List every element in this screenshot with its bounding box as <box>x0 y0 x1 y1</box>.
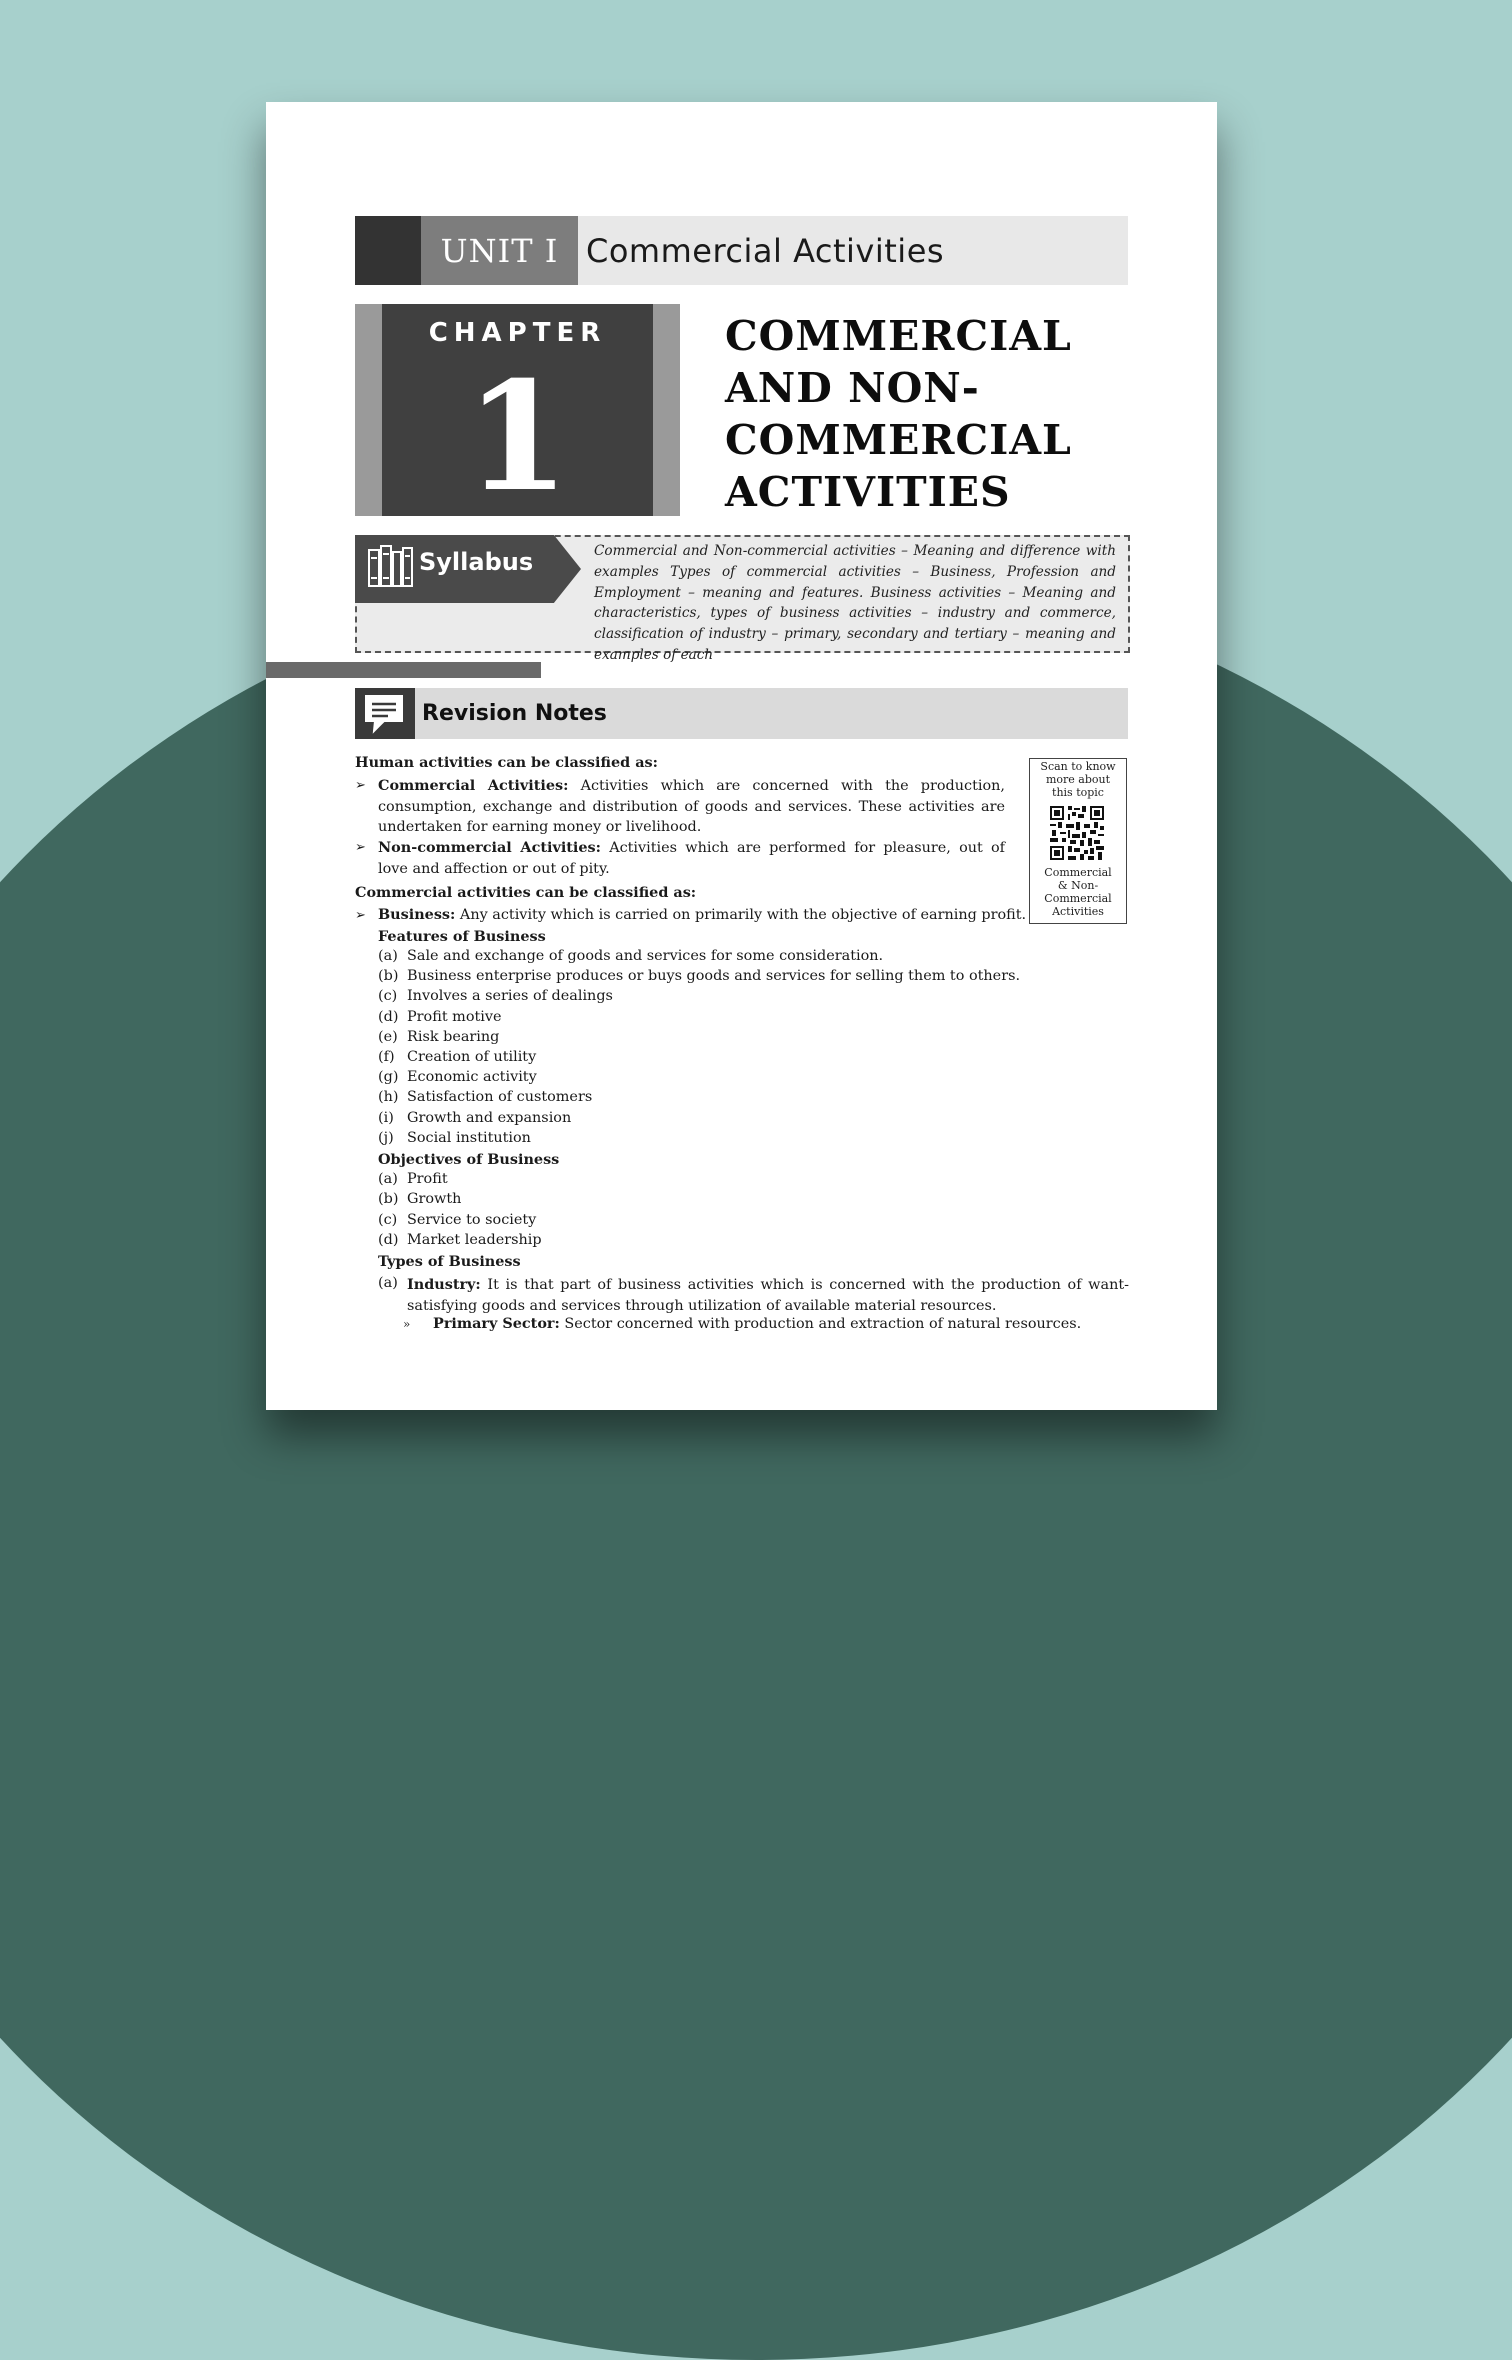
bullet-icon: ➢ <box>355 840 366 855</box>
industry-item <box>407 1275 1129 1316</box>
chapter-title-line: ACTIVITIES <box>725 468 1011 516</box>
qr-code-box[interactable] <box>1029 758 1127 924</box>
list-marker: (a) <box>378 948 398 964</box>
list-marker: (i) <box>378 1109 394 1126</box>
list-item: Sale and exchange of goods and services for some consideration. <box>407 948 884 964</box>
list-marker: (b) <box>378 1191 399 1208</box>
book-page <box>266 102 1217 1410</box>
chapter-number: 1 <box>465 349 570 525</box>
chapter-title <box>725 310 1105 518</box>
list-item: Market leadership <box>407 1231 542 1248</box>
unit-title: Commercial Activities <box>586 231 945 270</box>
list-marker: (h) <box>378 1089 399 1106</box>
chapter-title-line: AND NON- <box>725 364 980 412</box>
list-item: Business enterprise produces or buys goods and services for selling them to others. <box>407 968 1021 985</box>
definition: Sector concerned with production and extraction of natural resources. <box>564 1316 1082 1332</box>
list-marker: (a) <box>378 1275 398 1291</box>
unit-banner-block <box>355 216 421 285</box>
list-marker: (b) <box>378 968 399 985</box>
qr-caption-line: this topic <box>1052 786 1104 799</box>
list-marker: (f) <box>378 1049 395 1065</box>
features-heading: Features of Business <box>378 928 546 945</box>
chapter-title-line: COMMERCIAL <box>725 416 1072 464</box>
list-marker: (e) <box>378 1028 398 1045</box>
qr-caption-line: Activities <box>1052 905 1104 918</box>
qr-caption-line: & Non- <box>1057 879 1099 892</box>
list-marker: (d) <box>378 1008 399 1025</box>
types-heading: Types of Business <box>378 1253 521 1270</box>
syllabus-text: Commercial and Non-commercial activities – Meaning and difference with examples Types of commercial activities – Business, Profession and Employment – meaning and features. Business activities – Meaning and characteristics, types of business activities – industry and commerce, classification of industry – primary, secondary and tertiary – meaning and examples of each <box>594 543 1116 663</box>
definition: Activities which are concerned with the production, consumption, exchange and distribution of goods and services. These activities are undertaken for earning money or livelihood. <box>378 778 1005 835</box>
sub-bullet-icon: » <box>403 1317 411 1331</box>
revision-notes-title: Revision Notes <box>422 701 607 726</box>
intro-human-activities: Human activities can be classified as: <box>355 754 658 771</box>
qr-caption-line: more about <box>1045 773 1111 786</box>
intro-commercial-activities: Commercial activities can be classified as: <box>355 884 697 901</box>
qr-caption-bottom <box>1032 866 1124 918</box>
list-item: Social institution <box>407 1129 531 1146</box>
list-marker: (c) <box>378 988 398 1005</box>
list-item: Involves a series of dealings <box>407 988 613 1005</box>
list-item: Satisfaction of customers <box>407 1089 593 1106</box>
qr-caption-line: Commercial <box>1044 866 1112 879</box>
list-item: Service to society <box>407 1211 537 1228</box>
list-marker: (a) <box>378 1171 398 1187</box>
business-item <box>378 906 1026 923</box>
list-marker: (j) <box>378 1129 394 1146</box>
list-item: Profit <box>407 1171 448 1187</box>
list-item: Growth and expansion <box>407 1109 572 1126</box>
term: Industry: <box>407 1276 481 1293</box>
primary-sector-item <box>433 1315 1081 1332</box>
term: Business: <box>378 906 456 923</box>
objectives-heading: Objectives of Business <box>378 1151 560 1168</box>
chapter-title-line: COMMERCIAL <box>725 312 1072 360</box>
qr-code-icon[interactable] <box>1050 806 1104 860</box>
syllabus-label: Syllabus <box>419 548 534 576</box>
bullet-icon: ➢ <box>355 778 366 793</box>
list-item: Profit motive <box>407 1008 502 1025</box>
list-item: Economic activity <box>407 1069 537 1086</box>
list-item: Creation of utility <box>407 1049 537 1065</box>
commercial-activities-item <box>378 776 1005 838</box>
list-marker: (d) <box>378 1231 399 1248</box>
term: Primary Sector: <box>433 1315 560 1332</box>
chapter-panel <box>382 304 653 525</box>
books-icon <box>367 544 415 588</box>
list-marker: (c) <box>378 1211 398 1228</box>
list-marker: (g) <box>378 1069 399 1086</box>
definition: Activities which are performed for pleasure, out of love and affection or out of pity. <box>378 840 1005 877</box>
term: Non-commercial Activities: <box>378 839 601 856</box>
list-item: Risk bearing <box>407 1028 500 1045</box>
unit-number: UNIT I <box>421 216 578 285</box>
divider-bar <box>266 662 541 678</box>
definition: Any activity which is carried on primarily with the objective of earning profit. <box>459 907 1027 923</box>
qr-caption-line: Scan to know <box>1040 760 1116 773</box>
qr-caption-top <box>1032 760 1124 799</box>
definition: It is that part of business activities which is concerned with the production of want-satisfying goods and services through utilization of available material resources. <box>407 1277 1129 1314</box>
chapter-label: CHAPTER <box>428 318 607 348</box>
bullet-icon: ➢ <box>355 908 366 923</box>
noncommercial-activities-item <box>378 838 1005 879</box>
term: Commercial Activities: <box>378 777 569 794</box>
list-item: Growth <box>407 1191 462 1208</box>
qr-caption-line: Commercial <box>1044 892 1112 905</box>
speech-bubble-icon <box>362 693 406 735</box>
